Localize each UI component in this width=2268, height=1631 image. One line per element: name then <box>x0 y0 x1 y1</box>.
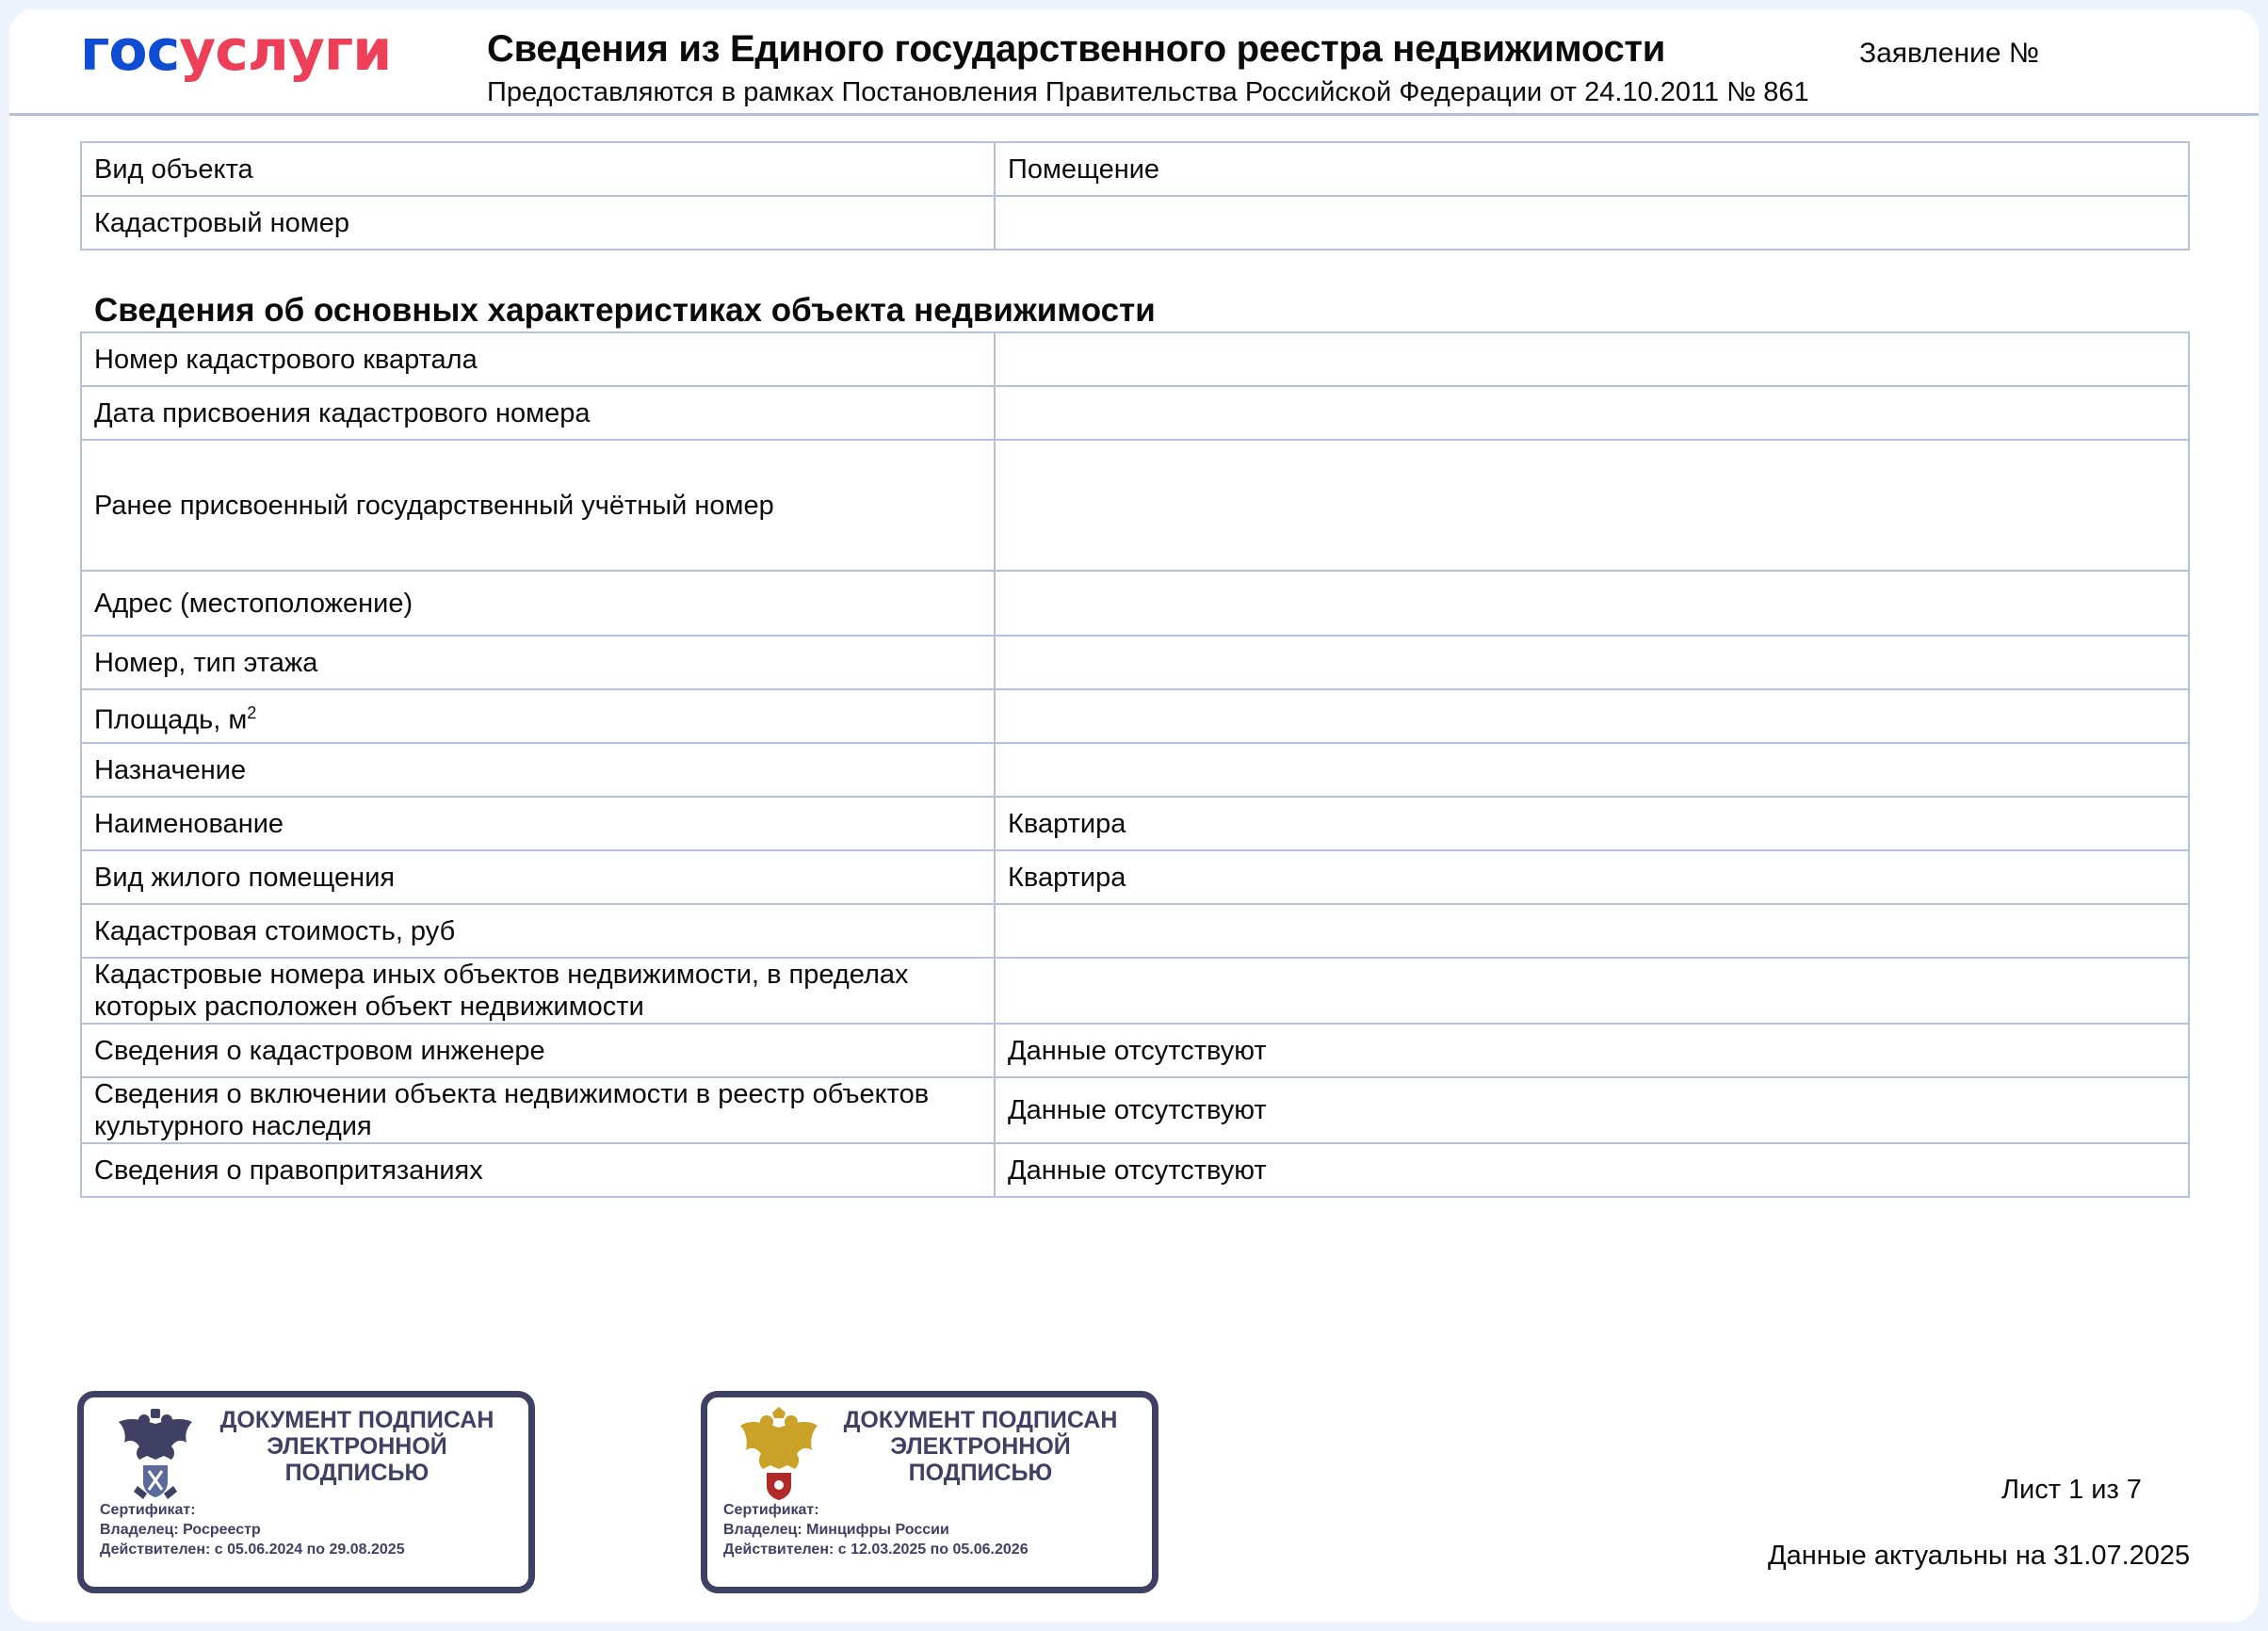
table-row <box>81 386 2189 440</box>
row-value <box>995 904 2189 958</box>
row-label: Назначение <box>81 743 995 797</box>
row-value: Помещение <box>995 142 2189 196</box>
object-table <box>80 141 2190 250</box>
table-row <box>81 440 2189 571</box>
row-value: Данные отсутствуют <box>995 1024 2189 1077</box>
table-row <box>81 904 2189 958</box>
table-row <box>81 850 2189 904</box>
row-label: Вид объекта <box>81 142 995 196</box>
gosuslugi-logo: госуслуги <box>80 18 392 84</box>
row-value <box>995 636 2189 689</box>
row-label: Кадастровая стоимость, руб <box>81 904 995 958</box>
table-row <box>81 571 2189 636</box>
row-value <box>995 689 2189 743</box>
table-row <box>81 958 2189 1024</box>
row-label: Кадастровые номера иных объектов недвижимости, в пределах которых расположен объект недвижимости <box>81 958 995 1024</box>
table-row <box>81 1024 2189 1077</box>
row-label: Сведения о кадастровом инженере <box>81 1024 995 1077</box>
row-label: Дата присвоения кадастрового номера <box>81 386 995 440</box>
document-header <box>9 9 2259 116</box>
stamp-validity: Действителен: с 05.06.2024 по 29.08.2025 <box>100 1542 405 1558</box>
stamp-owner: Владелец: Минцифры России <box>723 1522 949 1538</box>
area-unit-superscript: 2 <box>247 702 257 722</box>
row-value <box>995 571 2189 636</box>
rosreestr-emblem-icon <box>115 1407 196 1501</box>
coat-of-arms-icon <box>738 1407 819 1501</box>
table-row <box>81 743 2189 797</box>
row-value <box>995 440 2189 571</box>
table-row <box>81 196 2189 250</box>
row-label: Сведения о включении объекта недвижимости в реестр объектов культурного наследия <box>81 1077 995 1143</box>
area-label: Площадь, м <box>94 704 248 735</box>
row-label: Номер, тип этажа <box>81 636 995 689</box>
table-row <box>81 689 2189 743</box>
stamp-meta <box>723 1500 1029 1559</box>
table-row <box>81 797 2189 850</box>
stamp-certificate: Сертификат: <box>100 1502 196 1518</box>
stamp-title: ДОКУМЕНТ ПОДПИСАН ЭЛЕКТРОННОЙ ПОДПИСЬЮ <box>219 1407 494 1486</box>
table-row <box>81 332 2189 386</box>
row-value <box>995 332 2189 386</box>
row-value <box>995 386 2189 440</box>
application-number-label: Заявление № <box>1859 38 2040 69</box>
stamp-owner: Владелец: Росреестр <box>100 1522 261 1538</box>
row-label: Номер кадастрового квартала <box>81 332 995 386</box>
row-label: Адрес (местоположение) <box>81 571 995 636</box>
row-value: Квартира <box>995 850 2189 904</box>
stamp-validity: Действителен: с 12.03.2025 по 05.06.2026 <box>723 1542 1029 1558</box>
document-title: Сведения из Единого государственного реестра недвижимости <box>487 28 1665 70</box>
table-row <box>81 142 2189 196</box>
sheet-counter: Лист 1 из 7 <box>2001 1475 2142 1505</box>
table-row <box>81 636 2189 689</box>
table-row <box>81 1143 2189 1197</box>
row-label: Кадастровый номер <box>81 196 995 250</box>
table-row <box>81 1077 2189 1143</box>
characteristics-table <box>80 331 2190 1198</box>
row-value <box>995 958 2189 1024</box>
stamp-title: ДОКУМЕНТ ПОДПИСАН ЭЛЕКТРОННОЙ ПОДПИСЬЮ <box>843 1407 1118 1486</box>
signature-stamp-mintsifry <box>701 1391 1158 1593</box>
row-value: Квартира <box>995 797 2189 850</box>
row-label: Ранее присвоенный государственный учётный номер <box>81 440 995 571</box>
row-value: Данные отсутствуют <box>995 1143 2189 1197</box>
signature-stamp-rosreestr <box>77 1391 535 1593</box>
row-value: Данные отсутствуют <box>995 1077 2189 1143</box>
data-actual-date: Данные актуальны на 31.07.2025 <box>1768 1541 2191 1571</box>
row-label: Вид жилого помещения <box>81 850 995 904</box>
stamp-certificate: Сертификат: <box>723 1502 819 1518</box>
document-subtitle: Предоставляются в рамках Постановления Правительства Российской Федерации от 24.10.2011 № 861 <box>487 77 1809 107</box>
row-value <box>995 743 2189 797</box>
row-label: Сведения о правопритязаниях <box>81 1143 995 1197</box>
document-page <box>9 9 2259 1622</box>
row-label: Наименование <box>81 797 995 850</box>
section-title: Сведения об основных характеристиках объекта недвижимости <box>94 292 1156 329</box>
row-label <box>81 689 995 743</box>
row-value <box>995 196 2189 250</box>
stamp-meta <box>100 1500 405 1559</box>
